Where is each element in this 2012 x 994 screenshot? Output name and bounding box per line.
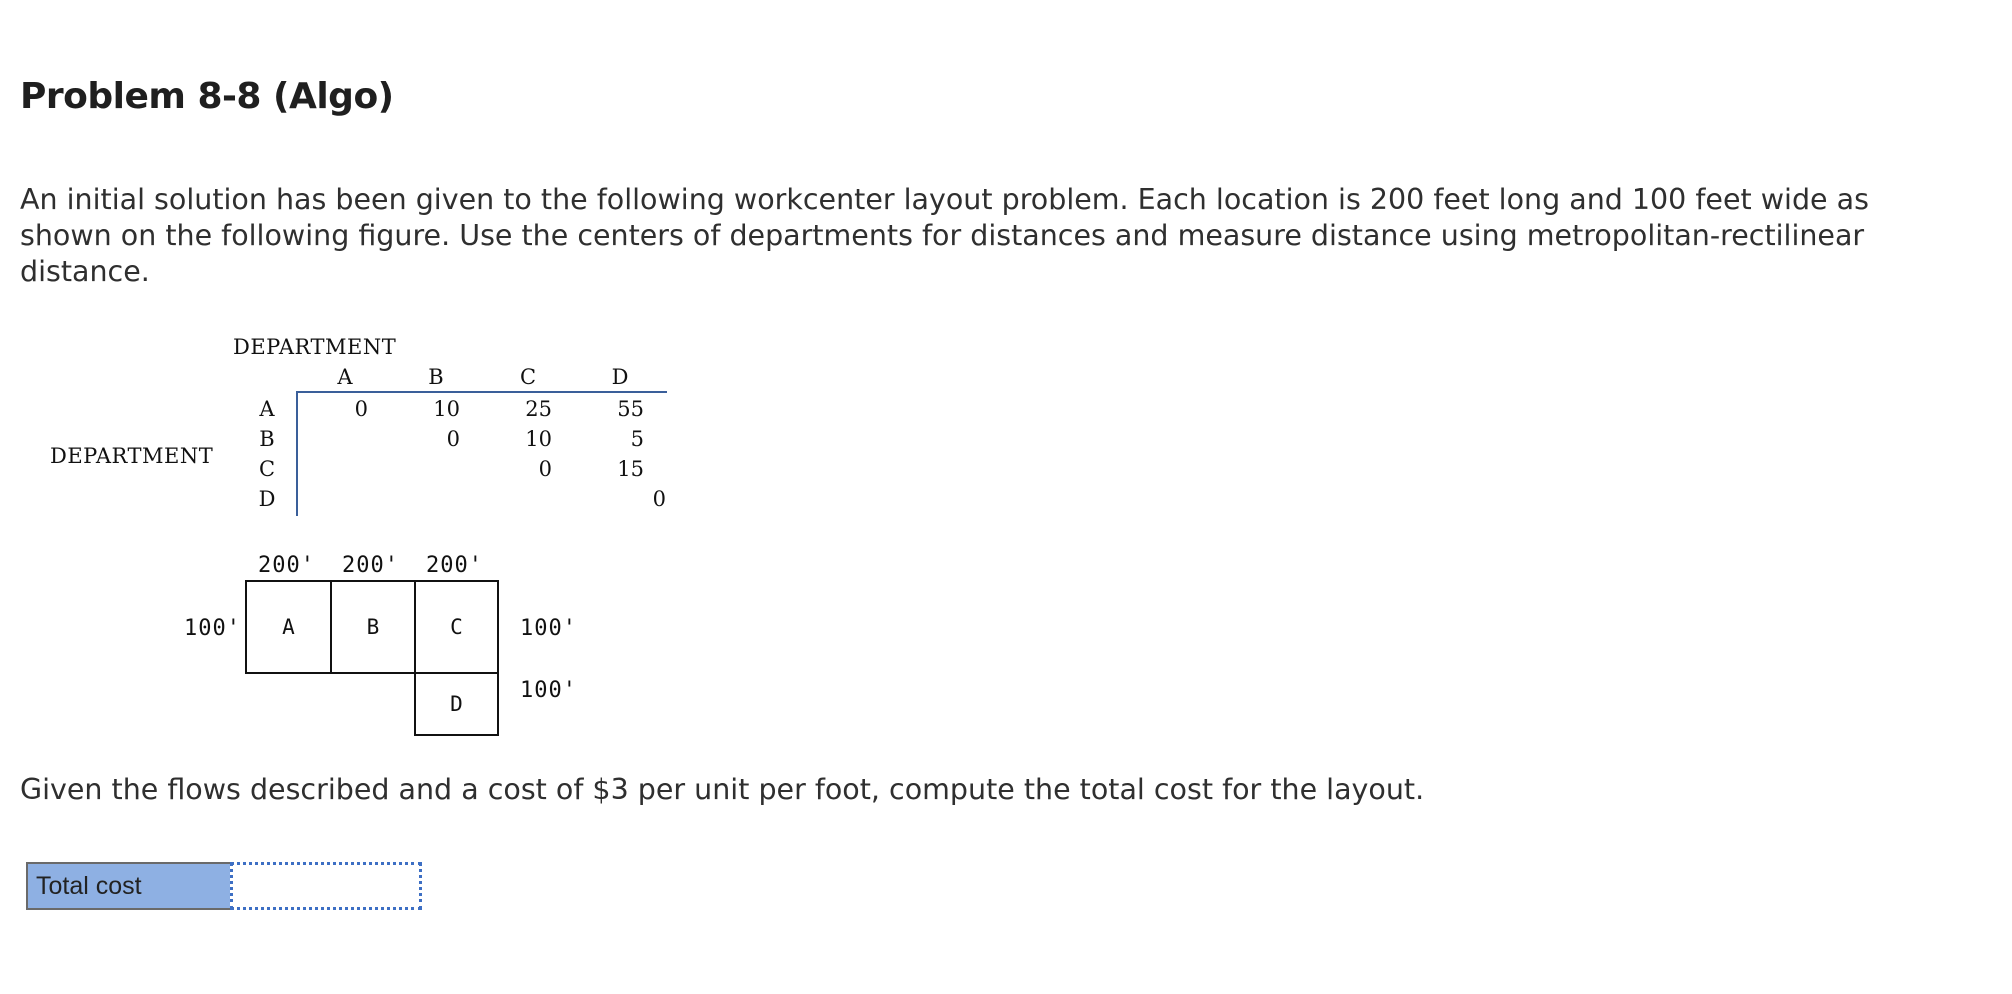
matrix-side-rule xyxy=(296,391,298,516)
matrix-cell: 0 xyxy=(446,427,460,451)
matrix-column-caption: DEPARTMENT xyxy=(233,335,397,359)
problem-title: Problem 8-8 (Algo) xyxy=(20,76,394,117)
matrix-row-caption: DEPARTMENT xyxy=(50,444,214,468)
height-label: 100' xyxy=(184,616,241,641)
matrix-cell: 55 xyxy=(617,397,644,421)
matrix-cell: 10 xyxy=(433,397,460,421)
department-box-b: B xyxy=(330,580,416,674)
total-cost-input[interactable] xyxy=(230,862,422,910)
department-box-d: D xyxy=(414,672,499,736)
department-box-c: C xyxy=(414,580,499,674)
width-label: 200' xyxy=(258,553,315,578)
height-label: 100' xyxy=(520,678,577,703)
height-label: 100' xyxy=(520,616,577,641)
width-label: 200' xyxy=(342,553,399,578)
total-cost-label: Total cost xyxy=(26,862,230,910)
department-box-a: A xyxy=(245,580,332,674)
matrix-col-header: B xyxy=(428,365,444,389)
matrix-cell: 5 xyxy=(630,427,644,451)
matrix-col-header: C xyxy=(519,365,537,389)
matrix-col-header: A xyxy=(337,365,353,389)
matrix-col-header: D xyxy=(611,365,629,389)
matrix-cell: 0 xyxy=(538,457,552,481)
matrix-cell: 15 xyxy=(617,457,644,481)
matrix-row-header: B xyxy=(259,427,275,451)
problem-intro: An initial solution has been given to the following workcenter layout problem. Each location is 200 feet long and 100 feet wide as shown on the following figure. Use the centers of departments for distances and measure distance using metropolitan-rectilinear distance. xyxy=(20,183,1869,288)
matrix-cell: 10 xyxy=(525,427,552,451)
matrix-cell: 25 xyxy=(525,397,552,421)
matrix-cell: 0 xyxy=(354,397,368,421)
question-text: Given the flows described and a cost of $3 per unit per foot, compute the total cost for the layout. xyxy=(20,773,1425,806)
width-label: 200' xyxy=(426,553,483,578)
matrix-row-header: C xyxy=(258,457,276,481)
matrix-row-header: A xyxy=(259,397,275,421)
matrix-header-rule xyxy=(297,391,667,393)
matrix-cell: 0 xyxy=(652,487,666,511)
matrix-row-header: D xyxy=(258,487,276,511)
